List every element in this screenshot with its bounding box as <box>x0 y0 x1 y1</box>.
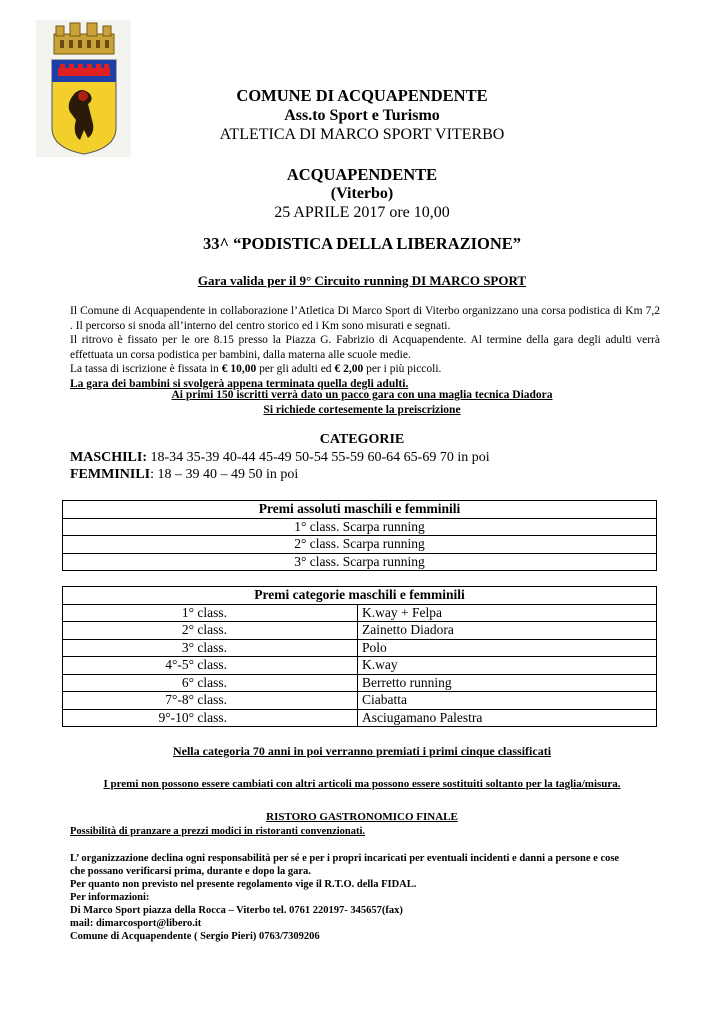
table-row <box>63 692 657 710</box>
table-row <box>63 604 657 622</box>
contact-email: mail: dimarcosport@libero.it <box>70 918 202 929</box>
table-row <box>63 674 657 692</box>
male-categories: MASCHILI: 18-34 35-39 40-44 45-49 50-54 55-59 60-64 65-69 70 in poi <box>70 450 490 465</box>
absolute-prize-cell: 3° class. Scarpa running <box>63 553 657 571</box>
table-row <box>63 657 657 675</box>
prize-cell: K.way <box>358 657 657 675</box>
description-paragraph-1: Il Comune di Acquapendente in collaborazione l’Atletica Di Marco Sport di Viterbo organizzano una corsa podistica di Km 7,2 . Il percorso si snoda all’interno del centro storico ed i Km sono misurati e segnati. <box>70 305 660 332</box>
prize-cell: Ciabatta <box>358 692 657 710</box>
rank-cell: 6° class. <box>63 674 358 692</box>
table-header-row <box>63 587 657 605</box>
table-row <box>63 639 657 657</box>
event-validity: Gara valida per il 9° Circuito running DI MARCO SPORT <box>197 273 527 288</box>
contact-shop: Di Marco Sport piazza della Rocca – Viterbo tel. 0761 220197- 345657(fax) <box>70 905 403 916</box>
absolute-prize-cell: 1° class. Scarpa running <box>63 518 657 536</box>
info-label: Per informazioni: <box>70 892 150 903</box>
absolute-prizes-heading: Premi assoluti maschili e femminili <box>63 501 657 519</box>
table-row <box>63 553 657 571</box>
rank-cell: 4°-5° class. <box>63 657 358 675</box>
disclaimer-line-2: che possano verificarsi prima, durante e dopo la gara. <box>70 866 311 877</box>
table-row <box>63 518 657 536</box>
contact-municipality: Comune di Acquapendente ( Sergio Pieri) 0763/7309206 <box>70 931 320 942</box>
category-prizes-table <box>62 586 657 727</box>
no-exchange-note: I premi non possono essere cambiati con altri articoli ma possono essere sostituiti soltanto per la taglia/misura. <box>103 778 621 790</box>
preregistration-note: Si richiede cortesemente la preiscrizione <box>263 404 461 416</box>
event-province: (Viterbo) <box>330 185 394 202</box>
children-race-note: La gara dei bambini si svolgerà appena terminata quella degli adulti. <box>70 377 409 390</box>
header-organizer: ATLETICA DI MARCO SPORT VITERBO <box>219 126 505 143</box>
prize-cell: K.way + Felpa <box>358 604 657 622</box>
prize-cell: Zainetto Diadora <box>358 622 657 640</box>
over70-note: Nella categoria 70 anni in poi verranno premiati i primi cinque classificati <box>172 744 552 758</box>
categories-heading: CATEGORIE <box>319 432 405 447</box>
event-place: ACQUAPENDENTE <box>286 165 438 184</box>
female-categories: FEMMINILI: 18 – 39 40 – 49 50 in poi <box>70 467 299 482</box>
ristoro-text: Possibilità di pranzare a prezzi modici in ristoranti convenzionati. <box>70 826 366 837</box>
prize-cell: Berretto running <box>358 674 657 692</box>
header-municipality: COMUNE DI ACQUAPENDENTE <box>236 86 488 105</box>
race-pack-note: Ai primi 150 iscritti verrà dato un pacco gara con una maglia tecnica Diadora <box>171 389 553 401</box>
fee-line: La tassa di iscrizione è fissata in € 10,00 per gli adulti ed € 2,00 per i più piccoli. <box>70 363 442 375</box>
absolute-prize-cell: 2° class. Scarpa running <box>63 536 657 554</box>
rank-cell: 7°-8° class. <box>63 692 358 710</box>
prize-cell: Polo <box>358 639 657 657</box>
rank-cell: 9°-10° class. <box>63 709 358 727</box>
rank-cell: 3° class. <box>63 639 358 657</box>
header-department: Ass.to Sport e Turismo <box>284 107 440 124</box>
event-date: 25 APRILE 2017 ore 10,00 <box>274 204 450 221</box>
absolute-prizes-table <box>62 500 657 571</box>
disclaimer-line-1: L’ organizzazione declina ogni responsabilità per sé e per i propri incaricati per eventuali incidenti e danni a persone e cose <box>70 853 620 864</box>
category-prizes-heading: Premi categorie maschili e femminili <box>63 587 657 605</box>
description-block <box>70 304 660 391</box>
event-title: 33^ “PODISTICA DELLA LIBERAZIONE” <box>202 234 522 253</box>
prize-cell: Asciugamano Palestra <box>358 709 657 727</box>
table-row <box>63 709 657 727</box>
ristoro-heading: RISTORO GASTRONOMICO FINALE <box>266 811 458 823</box>
rank-cell: 2° class. <box>63 622 358 640</box>
table-row <box>63 536 657 554</box>
fidal-rules-line: Per quanto non previsto nel presente regolamento vige il R.T.O. della FIDAL. <box>70 879 417 890</box>
description-paragraph-2: Il ritrovo è fissato per le ore 8.15 presso la Piazza G. Fabrizio di Acquapendente. Al termine della gara degli adulti verrà effettuata un corsa podistica per bambini, dalla materna alle scuole medie. <box>70 334 660 361</box>
table-header-row <box>63 501 657 519</box>
table-row <box>63 622 657 640</box>
rank-cell: 1° class. <box>63 604 358 622</box>
